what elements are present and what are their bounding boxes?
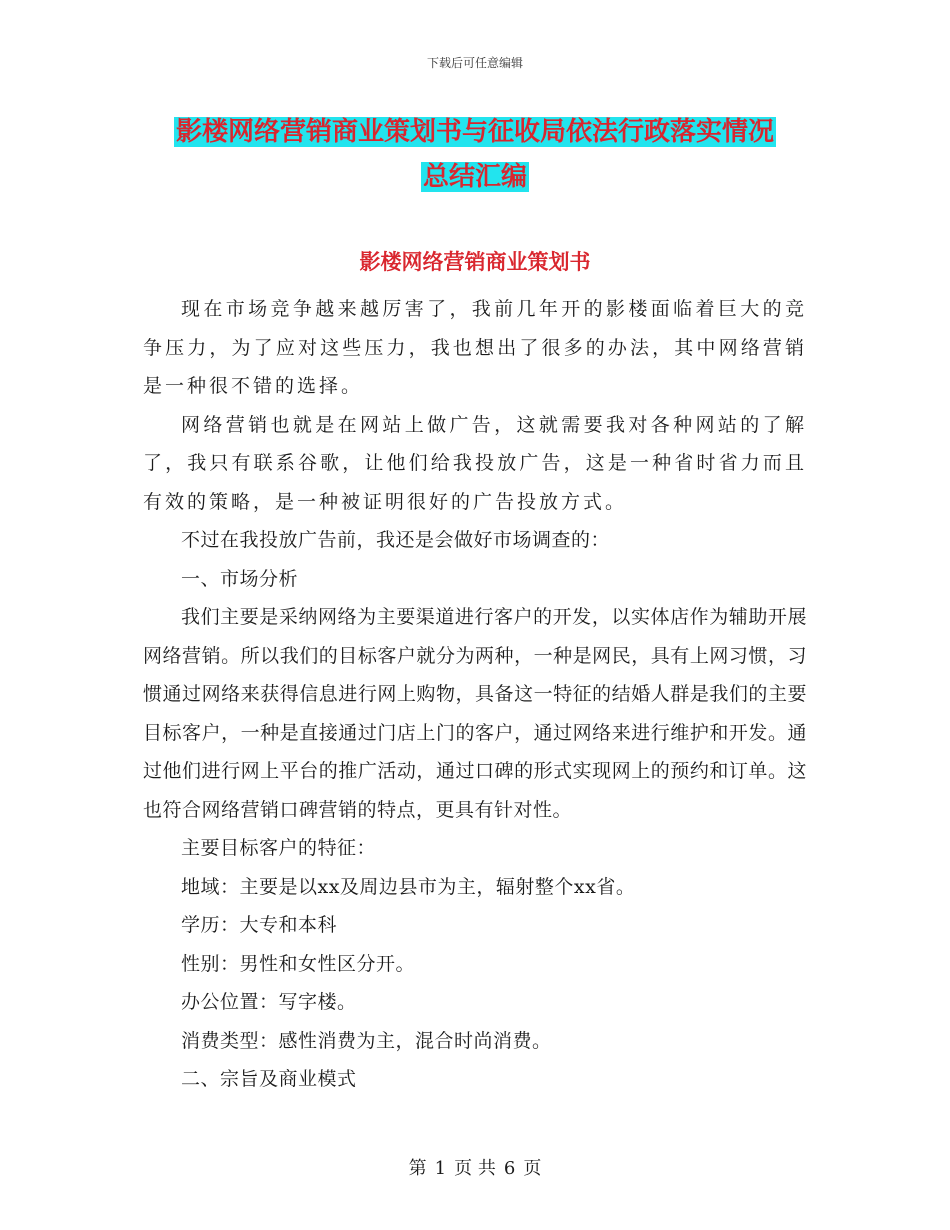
header-note: 下载后可任意编辑 <box>426 56 523 70</box>
paragraph: 消费类型：感性消费为主，混合时尚消费。 <box>181 1029 552 1052</box>
paragraph: 学历：大专和本科 <box>181 914 338 936</box>
paragraph: 地域：主要是以xx及周边县市为主，辐射整个xx省。 <box>181 875 636 898</box>
footer-mid: 页 共 <box>454 1158 496 1179</box>
paragraph: 办公位置：写字楼。 <box>181 991 357 1013</box>
footer-prefix: 第 <box>408 1158 427 1179</box>
document-title <box>0 110 950 200</box>
section-heading: 一、市场分析 <box>181 567 299 590</box>
paragraph: 我们主要是采纳网络为主要渠道进行客户的开发，以实体店作为辅助开展网络营销。所以我们的目标客户就分为两种，一种是网民，具有上网习惯，习惯通过网络来获得信息进行网上购物，具备这一特征的结婚人群是我们的主要目标客户，一种是直接通过门店上门的客户，通过网络来进行维护和开发。通过他们进行网上平台的推广活动，通过口碑的形式实现网上的预约和订单。这也符合网络营销口碑营销的特点，更具有针对性。 <box>143 606 807 821</box>
paragraph: 网络营销也就是在网站上做广告，这就需要我对各种网站的了解了，我只有联系谷歌，让他们给我投放广告，这是一种省时省力而且有效的策略，是一种被证明很好的广告投放方式。 <box>143 413 807 513</box>
paragraph: 主要目标客户的特征： <box>181 837 377 859</box>
page-footer <box>0 1154 950 1180</box>
section-title: 影楼网络营销商业策划书 <box>359 249 591 274</box>
footer-suffix: 页 <box>523 1158 542 1179</box>
document-title-line1: 影楼网络营销商业策划书与征收局依法行政落实情况 <box>175 117 774 147</box>
section-heading: 二、宗旨及商业模式 <box>181 1068 357 1090</box>
document-title-line2: 总结汇编 <box>422 162 527 192</box>
document-body <box>143 290 807 1099</box>
paragraph: 性别：男性和女性区分开。 <box>181 952 416 975</box>
paragraph: 不过在我投放广告前，我还是会做好市场调查的： <box>181 529 611 551</box>
page-number: 1 <box>434 1158 447 1179</box>
paragraph: 现在市场竞争越来越厉害了，我前几年开的影楼面临着巨大的竞争压力，为了应对这些压力，我也想出了很多的办法，其中网络营销是一种很不错的选择。 <box>143 298 807 397</box>
page-total: 6 <box>503 1158 516 1179</box>
